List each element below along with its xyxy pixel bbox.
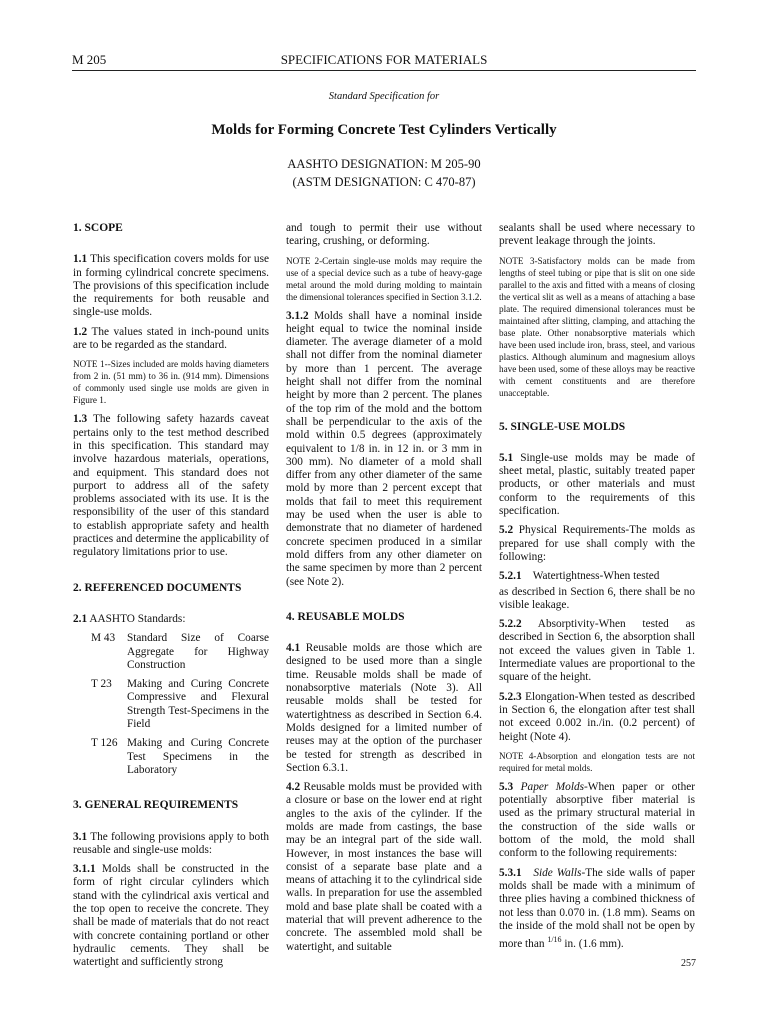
paragraph-text: Elongation-When tested as described in Section 6, the elongation after test shall not exceed 0.002 in./in. (0.2 percent) of height (Note 4). [499,690,695,743]
header-title: SPECIFICATIONS FOR MATERIALS [280,52,488,67]
section-heading-general-requirements: 3. GENERAL REQUIREMENTS [73,799,239,812]
paragraph-text: The following safety hazards caveat pertains only to the test method described in this specification. This standard may involve hazardous materials, operations, and equipment. This standard does not purport to address all of the safety problems associated with its use. It is the responsibility of the user of this standard to establish appropriate safety and health practices and determine the applicability of regulatory limitations prior to use. [73,413,270,559]
astm-designation: (ASTM DESIGNATION: C 470-87) [292,175,476,189]
paragraph-text: Molds shall be constructed in the form of right circular cylinders which stand with the cylindrical axis vertical and the top open to receive the concrete. They shall be made of materials that do not react with concrete containing portland or other hydraulic cements. They shall be watertight and sufficiently strong [73,863,269,969]
paragraph-4-1 [286,642,482,775]
paragraph-text: Reusable molds are those which are designed to be used more than a single time. Reusable molds shall be made of nonabsorptive materials (Note 3). All reusable molds shall be tested for watertightness as described in Section 6.4. Molds designed for a limited number of reuses may at the option of the purchaser be tested for strength as described in Section 6.3.1. [286,642,482,774]
section-heading-single-use-molds: 5. SINGLE-USE MOLDS [499,420,626,433]
reference-item [91,632,269,672]
section-number: 5.2.2 [499,618,522,631]
paragraph-text: -The side walls of paper molds shall be made with a minimum of three plies having a combined thickness of not less than 0.070 in. (1.8 mm). Seams on the inside of the mold shall not be open by more than [499,866,695,950]
section-number: 3.1.2 [286,309,309,322]
paragraph-text: Watertightness-When tested [532,570,660,583]
section-number: 5.1 [499,451,514,464]
section-number: 5.2.3 [499,690,522,703]
column-2 [286,222,482,960]
section-number: 5.2 [499,524,514,537]
document-title: Molds for Forming Concrete Test Cylinders Vertically [211,122,557,138]
paragraph-text: The following provisions apply to both reusable and single-use molds: [73,830,269,856]
paragraph-text: Reusable molds must be provided with a closure or base on the lower end at right angles to the axis of the cylinder. If the molds are made from castings, the base may be an integral part of the side wall. However, in most instances the base will consist of a separate base plate and a means of attaching it to the cylindrical side walls. In preparation for use the assembled mold and base plate shall be coated with a material that will prevent adherence to the concrete. The assembled mold shall be watertight, and suitable [286,781,482,953]
paragraph-5-2-2 [499,618,695,684]
paragraph-3-1 [73,831,269,858]
paragraph-4-2 [286,781,482,954]
paragraph-5-2 [499,524,695,564]
fraction: 1/16 [547,935,562,945]
paragraph-label: Side Walls [533,866,582,879]
section-number: 1.2 [73,325,88,338]
note-2: NOTE 2-Certain single-use molds may require the use of a special device such as a tube of heavy-gage metal around the mold during molding to maintain the dimensional tolerances specified in Section 3.1.2. [286,255,482,302]
note-4: NOTE 4-Absorption and elongation tests are not required for metal molds. [499,750,695,773]
aashto-designation: AASHTO DESIGNATION: M 205-90 [287,157,481,171]
paragraph-text: Single-use molds may be made of sheet metal, plastic, suitably treated paper products, or other materials and must conform to the requirements of this specification. [499,451,696,518]
paragraph-5-2-1-continued: as described in Section 6, there shall be no visible leakage. [499,585,695,611]
reference-code: T 126 [91,737,118,750]
section-number: 1.3 [73,413,88,426]
reference-item [91,737,269,777]
section-number: 5.2.1 [499,570,522,583]
running-header [72,50,696,71]
section-heading-scope: 1. SCOPE [73,222,123,234]
reference-code: T 23 [91,678,112,691]
reference-title: Standard Size of Coarse Aggregate for Highway Construction [127,632,269,671]
paragraph-continued: sealants shall be used where necessary to prevent leakage through the joints. [499,222,695,248]
section-heading-referenced-documents: 2. REFERENCED DOCUMENTS [73,581,242,594]
paragraph-continued: and tough to permit their use without tearing, crushing, or deforming. [286,222,482,248]
section-number: 4.1 [286,642,301,655]
section-number: 5.3 [499,780,514,793]
paragraph-1-3 [73,413,269,559]
page-number: 257 [681,958,696,969]
paragraph-label: Paper Molds [520,780,585,793]
section-number: 5.3.1 [499,866,522,879]
section-number: 2.1 [73,612,88,625]
section-number: 3.1 [73,830,88,843]
section-number: 3.1.1 [73,863,96,876]
paragraph-3-1-1 [73,863,269,969]
reference-code: M 43 [91,632,116,645]
reference-title: Making and Curing Concrete Compressive and Flexural Strength Test-Specimens in the Field [127,678,269,731]
paragraph-text: Molds shall have a nominal inside height equal to twice the nominal inside diameter. The average diameter of a mold shall not differ from the nominal diameter by more than 1 percent. The average height shall not differ from the nominal height by more than 2 percent. The planes of the top rim of the mold and the bottom shall be perpendicular to the axis of the mold within 0.5 degrees (approximately equivalent to 1/8 in. in 12 in. or 3 mm in 300 mm). No diameter of a mold shall differ from any other diameter of the same mold by more than 2 percent except that molds that fail to meet this requirement may be used when the user is able to demonstrate that no diameter of hardened concrete specimen produced in a similar mold differs from any other diameter on the same specimen by more than 2 percent (see Note 2). [286,309,483,588]
paragraph-text: AASHTO Standards: [89,612,186,625]
paragraph-2-1 [73,613,269,626]
paragraph-5-1 [499,452,695,518]
paragraph-text: The values stated in inch-pound units are to be regarded as the standard. [73,325,269,352]
paragraph-text: -When paper or other potentially absorptive fiber material is used as the primary structural material in the construction of the side walls or bottom of the mold, the mold shall conform to the following requirements: [499,780,695,860]
paragraph-1-1 [73,253,269,319]
paragraph-text: Absorptivity-When tested as described in Section 6, the absorption shall not exceed the values given in Table 1. Intermediate values are proportional to the square of the height. [499,618,695,684]
paragraph-5-3 [499,781,695,861]
section-number: 4.2 [286,781,301,794]
paragraph-5-3-1 [499,867,695,952]
paragraph-tail: in. (1.6 mm). [561,937,624,950]
spec-code: M 205 [72,52,107,67]
paragraph-5-2-1 [499,570,695,583]
paragraph-1-2 [73,326,269,353]
paragraph-text: This specification covers molds for use in forming cylindrical concrete specimens. The provisions of this specification include the requirements for both reusable and single-use molds. [73,253,269,319]
paragraph-text: Physical Requirements-The molds as prepared for use shall comply with the following: [499,524,695,563]
reference-item [91,678,269,731]
section-heading-reusable-molds: 4. REUSABLE MOLDS [286,610,405,623]
section-number: 1.1 [73,253,88,266]
paragraph-3-1-2 [286,310,482,589]
column-1 [73,222,269,975]
note-1: NOTE 1--Sizes included are molds having diameters from 2 in. (51 mm) to 36 in. (914 mm). Dimensions of commonly used single use molds are given in Figure 1. [73,359,269,406]
note-3: NOTE 3-Satisfactory molds can be made from lengths of steel tubing or pipe that is slit on one side parallel to the axis and fitted with a means of closing the vertical slit as well as a means of attaching a base plate. The required dimensional tolerances must be maintained after slitting, clamping, and attaching the base plate. Other nonabsorptive materials which have been used include iron, brass, steel, and various plastics. Although aluminum and magnesium alloys have been used, some of these alloys may be reactive with cement constituents and are therefore unacceptable. [499,255,695,398]
reference-title: Making and Curing Concrete Test Specimens in the Laboratory [127,737,269,776]
column-3 [499,222,695,957]
paragraph-5-2-3 [499,691,695,744]
designation-block [0,155,768,191]
document-kicker: Standard Specification for [328,91,440,102]
